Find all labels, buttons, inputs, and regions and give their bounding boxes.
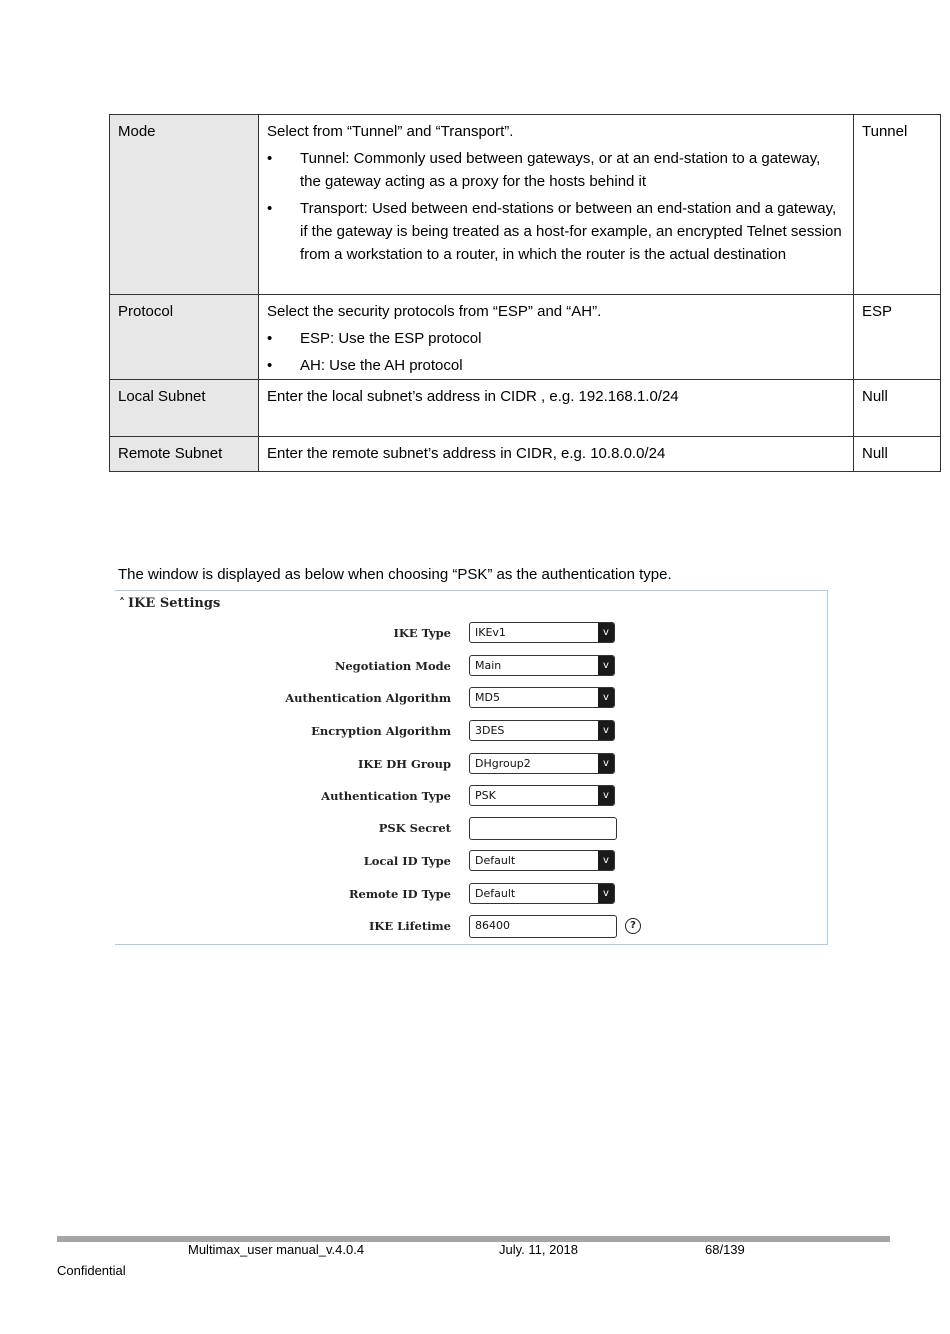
param-default: Null <box>854 437 941 472</box>
select-value: Default <box>475 887 516 900</box>
dropdown-arrow-icon[interactable]: v <box>598 721 614 740</box>
encryption-algorithm-row <box>115 720 827 744</box>
footer-divider <box>57 1236 890 1242</box>
input-value: 86400 <box>475 919 510 932</box>
panel-title: IKE Settings <box>128 596 221 611</box>
field-label: IKE DH Group <box>358 757 451 771</box>
auth-algorithm-select[interactable] <box>469 687 615 708</box>
encryption-algorithm-select[interactable] <box>469 720 615 741</box>
ike-lifetime-input[interactable] <box>469 915 617 938</box>
list-item <box>267 327 845 350</box>
parameter-table <box>109 114 941 472</box>
param-name: Remote Subnet <box>110 437 259 472</box>
local-id-type-select[interactable] <box>469 850 615 871</box>
bullet-text: Transport: Used between end-stations or between an end-station and a gateway, if the gateway is being treated as a host-for example, an encrypted Telnet session from a workstation to a router, in which the router is the actual destination <box>300 200 842 263</box>
description-intro: Enter the remote subnet’s address in CIDR, e.g. 10.8.0.0/24 <box>267 445 666 462</box>
bullet-text: AH: Use the AH protocol <box>300 357 463 374</box>
ike-settings-panel <box>115 590 828 945</box>
local-id-type-row <box>115 850 827 874</box>
select-value: Main <box>475 659 502 672</box>
select-value: Default <box>475 854 516 867</box>
select-value: DHgroup2 <box>475 757 531 770</box>
auth-type-select[interactable] <box>469 785 615 806</box>
field-label: Authentication Algorithm <box>285 691 451 705</box>
param-description <box>259 437 854 472</box>
field-label: Encryption Algorithm <box>311 724 451 738</box>
param-name: Local Subnet <box>110 380 259 437</box>
param-name: Mode <box>110 115 259 295</box>
negotiation-mode-select[interactable] <box>469 655 615 676</box>
dropdown-arrow-icon[interactable]: v <box>598 786 614 805</box>
table-row-remote-subnet <box>110 437 941 472</box>
table-row-local-subnet <box>110 380 941 437</box>
bullet-text: ESP: Use the ESP protocol <box>300 330 482 347</box>
description-intro: Enter the local subnet’s address in CIDR , e.g. 192.168.1.0/24 <box>267 388 679 405</box>
field-label: Local ID Type <box>363 854 451 868</box>
field-label: IKE Type <box>393 626 451 640</box>
select-value: MD5 <box>475 691 500 704</box>
select-value: 3DES <box>475 724 505 737</box>
description-intro: Select the security protocols from “ESP” and “AH”. <box>267 303 602 320</box>
param-description <box>259 115 854 295</box>
footer-date: July. 11, 2018 <box>499 1242 579 1257</box>
dropdown-arrow-icon[interactable]: v <box>598 754 614 773</box>
description-intro: Select from “Tunnel” and “Transport”. <box>267 123 514 140</box>
bullet-list <box>267 327 845 377</box>
field-label: Remote ID Type <box>348 887 451 901</box>
psk-secret-row <box>115 817 827 841</box>
field-label: PSK Secret <box>378 821 451 835</box>
footer-document-name: Multimax_user manual_v.4.0.4 <box>188 1242 365 1257</box>
param-description <box>259 295 854 380</box>
chevron-up-icon[interactable]: ˄ <box>119 596 125 610</box>
dropdown-arrow-icon[interactable]: v <box>598 884 614 903</box>
psk-secret-input[interactable] <box>469 817 617 840</box>
table-row-protocol <box>110 295 941 380</box>
dh-group-row <box>115 753 827 777</box>
bullet-list <box>267 147 845 266</box>
help-icon[interactable]: ? <box>625 918 641 934</box>
ike-lifetime-row <box>115 915 827 939</box>
select-value: IKEv1 <box>475 626 506 639</box>
field-label: Authentication Type <box>321 789 451 803</box>
negotiation-mode-row <box>115 655 827 679</box>
dropdown-arrow-icon[interactable]: v <box>598 656 614 675</box>
table-row-mode <box>110 115 941 295</box>
footer-page-number: 68/139 <box>705 1242 745 1257</box>
list-item <box>267 354 845 377</box>
bullet-text: Tunnel: Commonly used between gateways, or at an end-station to a gateway, the gateway acting as a proxy for the hosts behind it <box>300 150 821 190</box>
figure-caption: The window is displayed as below when choosing “PSK” as the authentication type. <box>118 566 672 583</box>
remote-id-type-select[interactable] <box>469 883 615 904</box>
bullet-icon: • <box>267 200 273 217</box>
footer-confidential: Confidential <box>57 1263 126 1278</box>
dh-group-select[interactable] <box>469 753 615 774</box>
dropdown-arrow-icon[interactable]: v <box>598 688 614 707</box>
param-name: Protocol <box>110 295 259 380</box>
param-default: Tunnel <box>854 115 941 295</box>
ike-type-select[interactable] <box>469 622 615 643</box>
param-default: ESP <box>854 295 941 380</box>
param-default: Null <box>854 380 941 437</box>
bullet-icon: • <box>267 330 273 347</box>
auth-type-row <box>115 785 827 809</box>
select-value: PSK <box>475 789 496 802</box>
param-description <box>259 380 854 437</box>
bullet-icon: • <box>267 150 273 167</box>
remote-id-type-row <box>115 883 827 907</box>
bullet-icon: • <box>267 357 273 374</box>
list-item <box>267 197 845 266</box>
auth-algorithm-row <box>115 687 827 711</box>
ike-settings-header[interactable] <box>119 596 220 611</box>
field-label: Negotiation Mode <box>334 659 451 673</box>
dropdown-arrow-icon[interactable]: v <box>598 623 614 642</box>
ike-type-row <box>115 622 827 646</box>
list-item <box>267 147 845 193</box>
field-label: IKE Lifetime <box>368 919 451 933</box>
dropdown-arrow-icon[interactable]: v <box>598 851 614 870</box>
